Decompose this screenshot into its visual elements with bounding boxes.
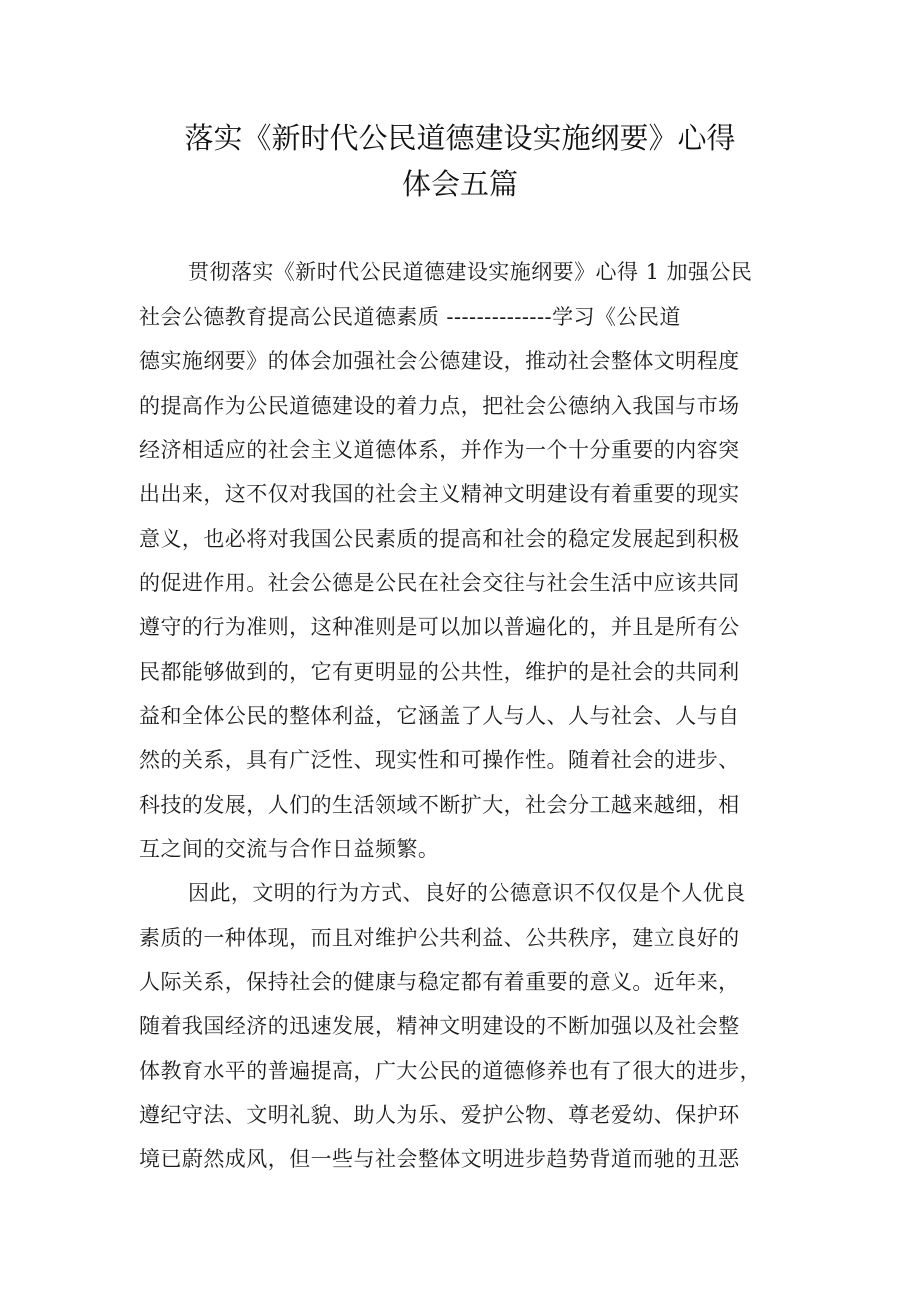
paragraph-2-line-5: 体教育水平的普遍提高，广大公民的道德修养也有了很大的进步， (139, 1059, 762, 1083)
paragraph-1-line-6: 出出来，这不仅对我国的社会主义精神文明建设有着重要的现实 (139, 482, 740, 506)
paragraph-1-line-3: 德实施纲要》的体会加强社会公德建设，推动社会整体文明程度 (139, 349, 740, 373)
paragraph-2-line-4: 随着我国经济的迅速发展，精神文明建设的不断加强以及社会整 (139, 1014, 740, 1038)
paragraph-2-line-6: 遵纪守法、文明礼貌、助人为乐、爱护公物、尊老爱幼、保护环 (139, 1103, 740, 1127)
paragraph-2-line-2: 素质的一种体现，而且对维护公共利益、公共秩序，建立良好的 (139, 926, 740, 950)
paragraph-1-line-2: 社会公德教育提高公民道德素质 --------------学习《公民道 (139, 305, 681, 329)
paragraph-2-line-7: 境已蔚然成风，但一些与社会整体文明进步趋势背道而驰的丑恶 (139, 1147, 740, 1171)
document-title-line-1: 落实《新时代公民道德建设实施纲要》心得 (184, 121, 736, 155)
paragraph-2-line-3: 人际关系，保持社会的健康与稳定都有着重要的意义。近年来， (139, 970, 740, 994)
paragraph-1-line-4: 的提高作为公民道德建设的着力点，把社会公德纳入我国与市场 (139, 394, 740, 418)
document-title-line-2: 体会五篇 (401, 167, 518, 201)
paragraph-1-line-13: 科技的发展，人们的生活领域不断扩大，社会分工越来越细，相 (139, 793, 740, 817)
paragraph-1-line-14: 互之间的交流与合作日益频繁。 (139, 837, 440, 861)
paragraph-2-line-1: 因此，文明的行为方式、良好的公德意识不仅仅是个人优良 (188, 881, 746, 905)
paragraph-1-line-5: 经济相适应的社会主义道德体系，并作为一个十分重要的内容突 (139, 438, 740, 462)
paragraph-1-line-8: 的促进作用。社会公德是公民在社会交往与社会生活中应该共同 (139, 571, 740, 595)
paragraph-1-line-7: 意义，也必将对我国公民素质的提高和社会的稳定发展起到积极 (139, 527, 740, 551)
paragraph-1-line-12: 然的关系，具有广泛性、现实性和可操作性。随着社会的进步、 (139, 748, 740, 772)
paragraph-1-line-9: 遵守的行为准则，这种准则是可以加以普遍化的，并且是所有公 (139, 615, 740, 639)
paragraph-1-line-10: 民都能够做到的，它有更明显的公共性，维护的是社会的共同利 (139, 660, 740, 684)
paragraph-1-line-11: 益和全体公民的整体利益，它涵盖了人与人、人与社会、人与自 (139, 704, 740, 728)
paragraph-1-line-1: 贯彻落实《新时代公民道德建设实施纲要》心得 1 加强公民 (188, 260, 753, 284)
